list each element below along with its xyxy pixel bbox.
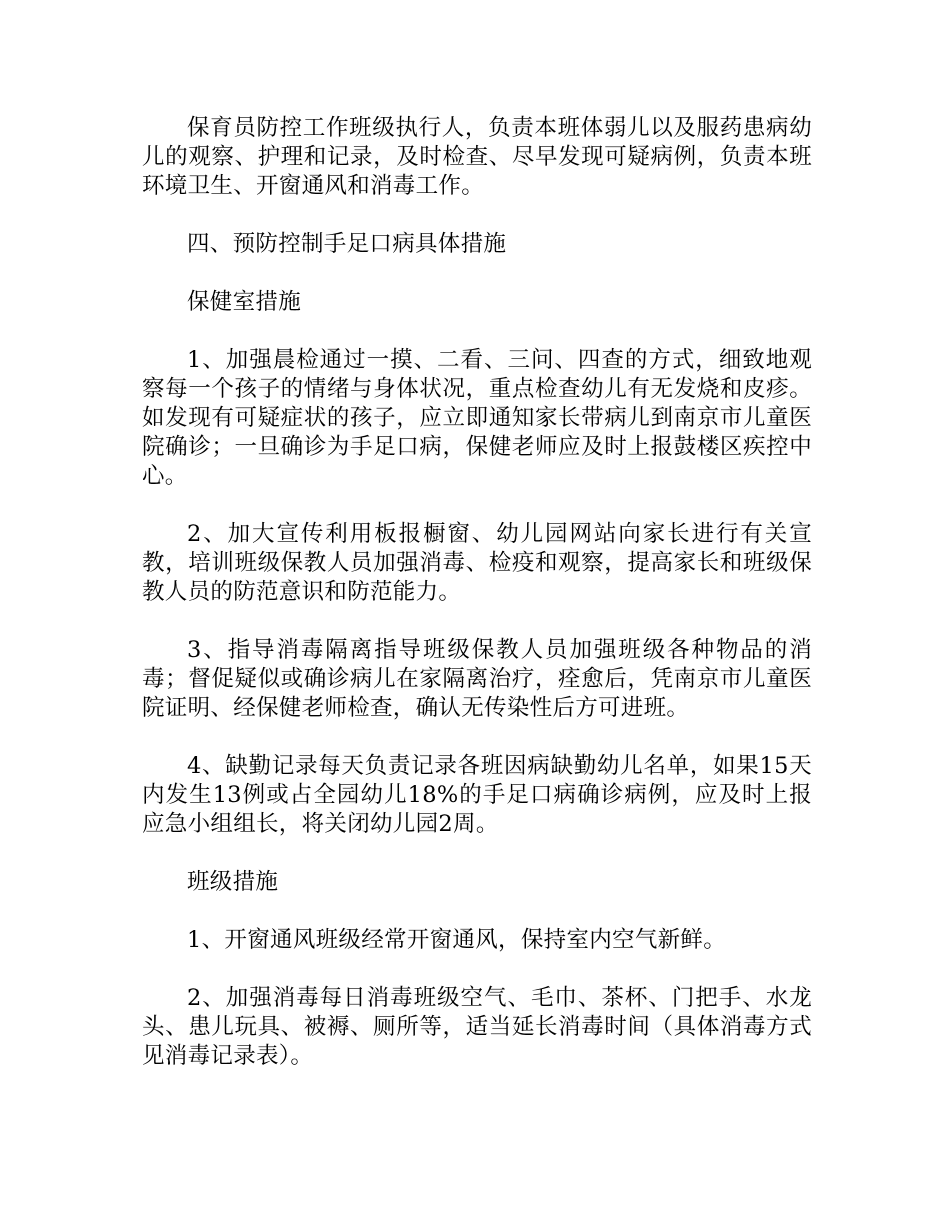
paragraph-disinfection-isolation: 3、指导消毒隔离指导班级保教人员加强班级各种物品的消毒；督促疑似或确诊病儿在家隔离治疗，痊愈后，凭南京市儿童医院证明、经保健老师检查，确认无传染性后方可进班。 <box>142 637 812 721</box>
subheading-health-room-measures: 保健室措施 <box>187 289 302 315</box>
document-body <box>142 114 812 1100</box>
paragraph-absence-record: 4、缺勤记录每天负责记录各班因病缺勤幼儿名单，如果15天内发生13例或占全园幼儿18%的手足口病确诊病例，应及时上报应急小组组长，将关闭幼儿园2周。 <box>142 753 812 837</box>
paragraph-morning-check: 1、加强晨检通过一摸、二看、三问、四查的方式，细致地观察每一个孩子的情绪与身体状况，重点检查幼儿有无发烧和皮疹。如发现有可疑症状的孩子，应立即通知家长带病儿到南京市儿童医院确诊；一旦确诊为手足口病，保健老师应及时上报鼓楼区疾控中心。 <box>142 347 812 489</box>
paragraph-daily-disinfection: 2、加强消毒每日消毒班级空气、毛巾、茶杯、门把手、水龙头、患儿玩具、被褥、厕所等，适当延长消毒时间（具体消毒方式见消毒记录表）。 <box>142 985 812 1069</box>
section-heading-prevention-measures: 四、预防控制手足口病具体措施 <box>187 231 507 257</box>
paragraph-caregiver-duties: 保育员防控工作班级执行人，负责本班体弱儿以及服药患病幼儿的观察、护理和记录，及时检查、尽早发现可疑病例，负责本班环境卫生、开窗通风和消毒工作。 <box>142 115 812 199</box>
paragraph-ventilation: 1、开窗通风班级经常开窗通风，保持室内空气新鲜。 <box>187 927 727 953</box>
subheading-class-measures: 班级措施 <box>187 869 279 895</box>
paragraph-publicity-training: 2、加大宣传利用板报橱窗、幼儿园网站向家长进行有关宣教，培训班级保教人员加强消毒、检疫和观察，提高家长和班级保教人员的防范意识和防范能力。 <box>142 521 812 605</box>
